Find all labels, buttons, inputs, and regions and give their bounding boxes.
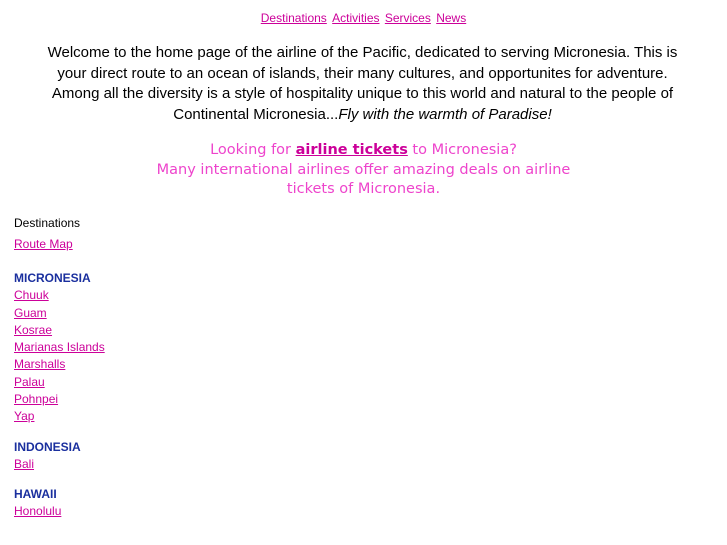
nav-link-news[interactable]: News: [436, 11, 467, 25]
route-map-link[interactable]: Route Map: [14, 237, 73, 251]
destination-link-marianas-islands[interactable]: Marianas Islands: [14, 340, 105, 355]
destination-link-bali[interactable]: Bali: [14, 456, 35, 471]
destination-link-guam[interactable]: Guam: [14, 305, 47, 320]
nav-link-services[interactable]: Services: [384, 11, 431, 25]
intro-paragraph: [40, 43, 685, 126]
intro-text: Welcome to the home page of the airline of the Pacific, dedicated to serving Micronesia. This is your direct route to an ocean of islands, their many cultures, and opportunites for adventure. Among all the diversity is a style of hospitality unique to this world and natural to the people of Continental Micronesia...: [47, 44, 678, 124]
destination-link-kosrae[interactable]: Kosrae: [14, 322, 53, 337]
top-nav: [0, 10, 727, 26]
destination-link-chuuk[interactable]: Chuuk: [14, 288, 49, 303]
promo-line-2: Many international airlines offer amazing deals on airline: [156, 161, 571, 178]
destination-link-palau[interactable]: Palau: [14, 374, 45, 389]
promo-suffix: to Micronesia?: [407, 142, 517, 158]
destination-link-pohnpei[interactable]: Pohnpei: [14, 392, 59, 407]
destinations-heading: Destinations: [14, 216, 81, 230]
destination-link-marshalls[interactable]: Marshalls: [14, 357, 66, 372]
airline-tickets-link[interactable]: airline tickets: [295, 142, 408, 158]
promo-line-1: [0, 141, 727, 161]
region-heading-micronesia: MICRONESIA: [14, 271, 91, 286]
intro-tagline: Fly with the warmth of Paradise!: [338, 106, 552, 124]
promo-prefix: Looking for: [210, 142, 296, 158]
region-heading-indonesia: INDONESIA: [14, 439, 81, 454]
promo-block: [0, 141, 727, 200]
region-heading-hawaii: HAWAII: [14, 486, 57, 501]
destination-link-yap[interactable]: Yap: [14, 409, 35, 424]
nav-link-destinations[interactable]: Destinations: [260, 11, 327, 25]
nav-link-activities[interactable]: Activities: [332, 11, 380, 25]
promo-line-3: tickets of Micronesia.: [286, 181, 441, 197]
destinations-sidebar: [14, 215, 274, 520]
destination-link-honolulu[interactable]: Honolulu: [14, 503, 62, 518]
